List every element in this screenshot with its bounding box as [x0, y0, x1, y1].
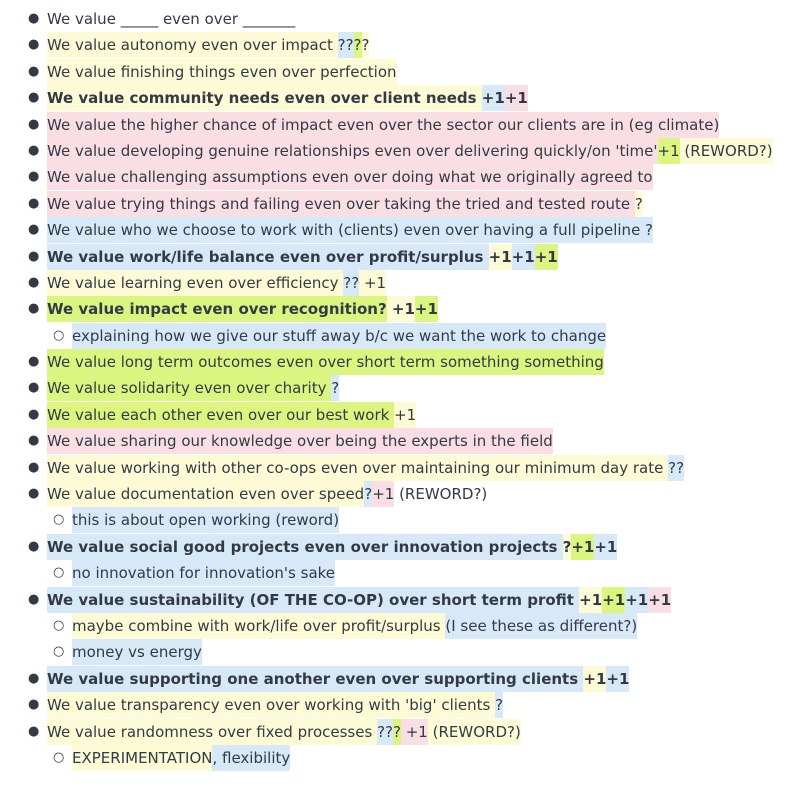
item-text-segment: We value long term outcomes even over short term something something	[47, 349, 604, 375]
list-item[interactable]	[0, 534, 800, 560]
bullet-circle-icon: ○	[53, 617, 65, 633]
item-text-segment: We value transparency even over working with 'big' clients	[47, 692, 495, 718]
item-text-segment: We value trying things and failing even over taking the tried and tested route	[47, 191, 635, 217]
list-item[interactable]	[0, 296, 800, 322]
item-text-segment: ??	[338, 32, 354, 58]
item-text-segment: We value developing genuine relationships even over delivering quickly/on 'time'	[47, 138, 658, 164]
bullet-disc-icon: ●	[28, 354, 40, 370]
item-text-segment: We value sharing our knowledge over being the experts in the field	[47, 428, 553, 454]
item-text-segment: We value autonomy even over impact	[47, 32, 338, 58]
item-text-segment: +1	[394, 402, 416, 428]
list-item[interactable]	[0, 692, 800, 718]
item-text-segment: +1	[387, 296, 415, 322]
item-text-segment: We value work/life balance even over profit/surplus	[47, 244, 489, 270]
bullet-disc-icon: ●	[28, 433, 40, 449]
item-text-segment: +1	[606, 666, 629, 692]
item-text-segment: +1	[372, 481, 394, 507]
list-item[interactable]	[0, 270, 800, 296]
item-text-segment: no innovation for innovation's sake	[72, 560, 335, 586]
item-text-segment: We value solidarity even over charity	[47, 375, 331, 401]
list-item[interactable]	[0, 587, 800, 613]
item-text-segment: +1	[415, 296, 438, 322]
list-item[interactable]	[0, 349, 800, 375]
bullet-disc-icon: ●	[28, 274, 40, 290]
item-text-segment: ?	[635, 191, 643, 217]
item-text-segment: We value sustainability (OF THE CO-OP) over short term profit	[47, 587, 579, 613]
item-text-segment: We value finishing things even over perfection	[47, 59, 397, 85]
item-text-segment: this is about open working (reword)	[72, 507, 339, 533]
item-text-segment: +1	[571, 534, 594, 560]
list-item[interactable]	[0, 59, 800, 85]
bullet-circle-icon: ○	[53, 512, 65, 528]
list-item[interactable]	[0, 112, 800, 138]
item-text-segment: +1	[505, 85, 528, 111]
item-text-segment: +1	[579, 587, 602, 613]
bullet-disc-icon: ●	[28, 406, 40, 422]
list-item[interactable]	[0, 481, 800, 507]
list-item[interactable]	[0, 138, 800, 164]
item-text-segment: (REWORD?)	[394, 485, 488, 504]
list-item[interactable]	[0, 428, 800, 454]
list-item[interactable]	[0, 191, 800, 217]
item-text-segment: explaining how we give our stuff away b/c we want the work to change	[72, 323, 606, 349]
item-text-segment: ??	[377, 719, 393, 745]
item-text-segment: ?	[563, 534, 572, 560]
item-text-segment: +1	[625, 587, 648, 613]
sub-list-item[interactable]	[0, 639, 800, 665]
item-text-segment: We value learning even over efficiency	[47, 270, 343, 296]
list-item[interactable]	[0, 244, 800, 270]
item-text-segment: money vs energy	[72, 639, 202, 665]
bullet-circle-icon: ○	[53, 565, 65, 581]
bullet-disc-icon: ●	[28, 301, 40, 317]
bullet-disc-icon: ●	[28, 142, 40, 158]
item-text-segment: We value _____ even over _______	[47, 10, 296, 28]
bullet-circle-icon: ○	[53, 749, 65, 765]
list-item[interactable]	[0, 455, 800, 481]
bullet-disc-icon: ●	[28, 169, 40, 185]
sub-list-item[interactable]	[0, 560, 800, 586]
list-item[interactable]	[0, 85, 800, 111]
sub-list-item[interactable]	[0, 745, 800, 771]
list-item[interactable]	[0, 375, 800, 401]
item-text-segment: We value impact even over recognition?	[47, 296, 387, 322]
item-text-segment: +1	[648, 587, 671, 613]
bullet-disc-icon: ●	[28, 459, 40, 475]
item-text-segment: We value working with other co-ops even over maintaining our minimum day rate	[47, 455, 668, 481]
item-text-segment: We value randomness over fixed processes	[47, 719, 377, 745]
item-text-segment: ?	[331, 375, 339, 401]
bullet-disc-icon: ●	[28, 11, 40, 26]
bullet-disc-icon: ●	[28, 248, 40, 264]
list-item[interactable]	[0, 402, 800, 428]
bullet-disc-icon: ●	[28, 90, 40, 106]
sub-list-item[interactable]	[0, 613, 800, 639]
item-text-segment: , flexibility	[212, 745, 290, 771]
bullet-disc-icon: ●	[28, 670, 40, 686]
item-text-segment: +1	[535, 244, 558, 270]
item-text-segment: +1	[602, 587, 625, 613]
bullet-disc-icon: ●	[28, 538, 40, 554]
item-text-segment: (REWORD?)	[428, 719, 521, 745]
list-item[interactable]	[0, 666, 800, 692]
item-text-segment: ?	[495, 692, 503, 718]
bullet-disc-icon: ●	[28, 116, 40, 132]
item-text-segment: EXPERIMENTATION	[72, 745, 212, 771]
bullet-disc-icon: ●	[28, 37, 40, 53]
bullet-circle-icon: ○	[53, 327, 65, 343]
item-text-segment: ??	[668, 455, 684, 481]
item-text-segment: +1	[489, 244, 512, 270]
bullet-disc-icon: ●	[28, 380, 40, 396]
item-text-segment: (I see these as different?)	[445, 613, 637, 639]
list-item[interactable]	[0, 719, 800, 745]
item-text-segment: We value who we choose to work with (clients) even over having a full pipeline ?	[47, 217, 653, 243]
bullet-disc-icon: ●	[28, 723, 40, 739]
item-text-segment: (REWORD?)	[680, 138, 773, 164]
item-text-segment: ?	[354, 32, 362, 58]
item-text-segment: +1	[594, 534, 617, 560]
list-item[interactable]	[0, 164, 800, 190]
bullet-disc-icon: ●	[28, 591, 40, 607]
list-item[interactable]	[0, 32, 800, 58]
item-text-segment: +1	[359, 270, 386, 296]
item-text-segment: +1	[482, 85, 505, 111]
bullet-disc-icon: ●	[28, 63, 40, 79]
item-text-segment: +1	[583, 666, 606, 692]
list-item[interactable]	[0, 217, 800, 243]
bullet-circle-icon: ○	[53, 644, 65, 660]
item-text-segment: We value community needs even over client needs	[47, 85, 482, 111]
item-text-segment: +1	[401, 719, 428, 745]
item-text-segment: ?	[362, 32, 370, 58]
item-text-segment: ?	[393, 719, 401, 745]
item-text-segment: maybe combine with work/life over profit/surplus	[72, 613, 445, 639]
list-item[interactable]	[0, 6, 800, 32]
item-text-segment: We value supporting one another even over supporting clients	[47, 666, 583, 692]
bullet-disc-icon: ●	[28, 486, 40, 502]
item-text-segment: ??	[343, 270, 359, 296]
item-text-segment: We value the higher chance of impact even over the sector our clients are in (eg climate)	[47, 112, 719, 138]
sub-list-item[interactable]	[0, 507, 800, 533]
item-text-segment: We value each other even over our best work	[47, 402, 394, 428]
item-text-segment: We value social good projects even over innovation projects	[47, 534, 563, 560]
item-text-segment: We value documentation even over speed	[47, 481, 364, 507]
item-text-segment: +1	[658, 138, 680, 164]
bullet-disc-icon: ●	[28, 222, 40, 238]
sub-list-item[interactable]	[0, 323, 800, 349]
item-text-segment: ?	[364, 481, 372, 507]
bullet-disc-icon: ●	[28, 697, 40, 713]
bullet-disc-icon: ●	[28, 195, 40, 211]
item-text-segment: We value challenging assumptions even over doing what we originally agreed to	[47, 164, 653, 190]
item-text-segment: +1	[512, 244, 535, 270]
